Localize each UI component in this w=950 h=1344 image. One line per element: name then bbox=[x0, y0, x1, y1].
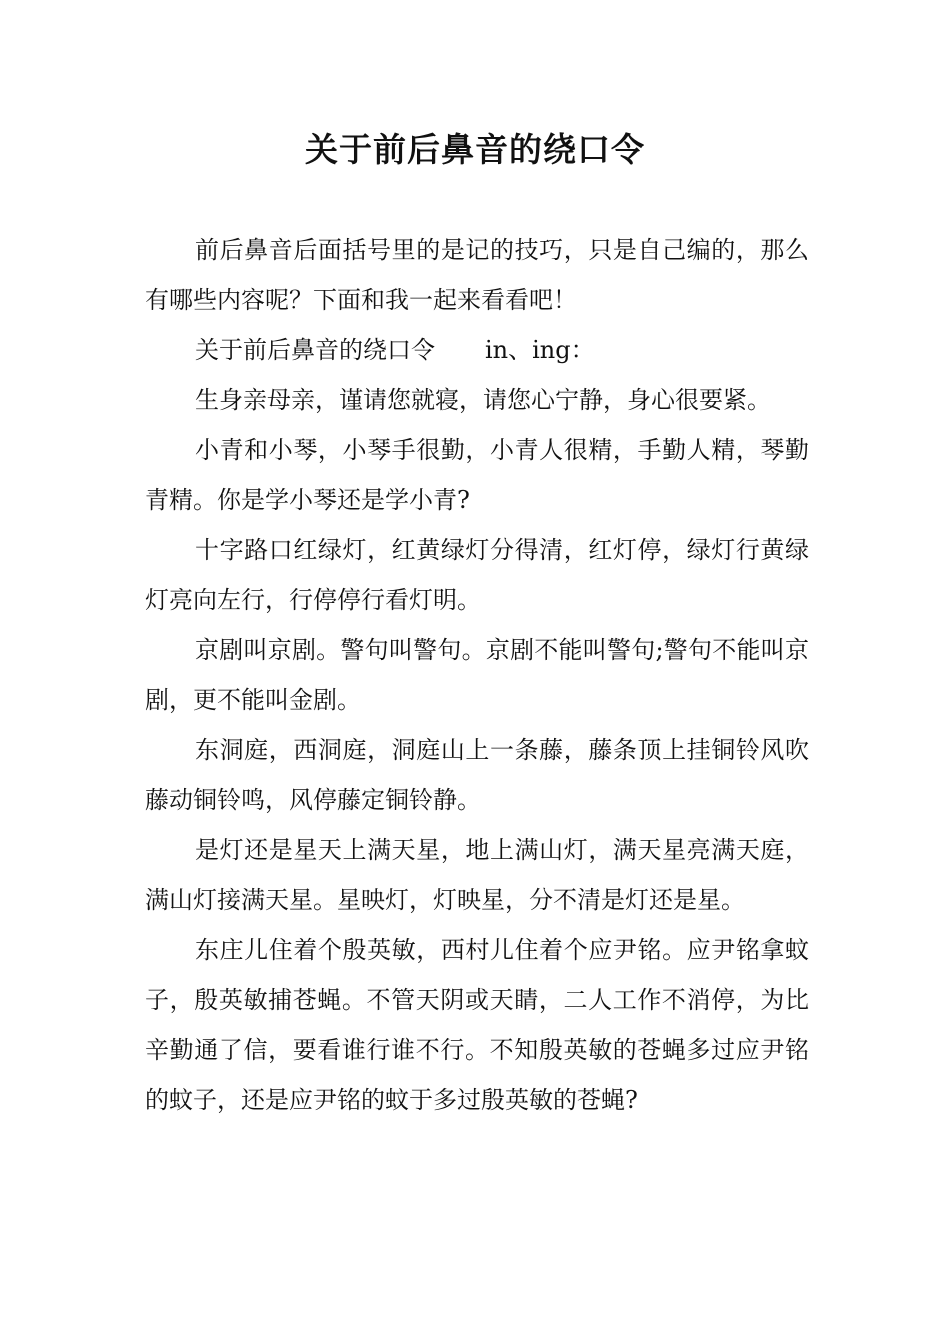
tongue-twister-paragraph: 是灯还是星天上满天星，地上满山灯，满天星亮满天庭，满山灯接满天星。星映灯，灯映星，分不清是灯还是星。 bbox=[145, 836, 809, 914]
section-heading-line bbox=[145, 325, 809, 375]
document-body bbox=[145, 225, 809, 1125]
tongue-twister-paragraph: 十字路口红绿灯，红黄绿灯分得清，红灯停，绿灯行黄绿灯亮向左行，行停停行看灯明。 bbox=[145, 536, 809, 614]
tongue-twister-paragraph: 东洞庭，西洞庭，洞庭山上一条藤，藤条顶上挂铜铃风吹藤动铜铃鸣，风停藤定铜铃静。 bbox=[145, 736, 809, 814]
section-tag: in、ing： bbox=[485, 336, 595, 364]
intro-paragraph: 前后鼻音后面括号里的是记的技巧，只是自己编的，那么有哪些内容呢？下面和我一起来看看吧！ bbox=[145, 236, 809, 314]
tongue-twister-paragraph: 东庄儿住着个殷英敏，西村儿住着个应尹铭。应尹铭拿蚊子，殷英敏捕苍蝇。不管天阴或天睛，二人工作不消停，为比辛勤通了信，要看谁行谁不行。不知殷英敏的苍蝇多过应尹铭的蚊子，还是应尹铭的蚊于多过殷英敏的苍蝇? bbox=[145, 936, 809, 1114]
document-title: 关于前后鼻音的绕口令 bbox=[305, 130, 645, 169]
section-heading: 关于前后鼻音的绕口令 bbox=[195, 336, 435, 364]
tongue-twister-paragraph: 京剧叫京剧。警句叫警句。京剧不能叫警句;警句不能叫京剧，更不能叫金剧。 bbox=[145, 636, 809, 714]
tongue-twister-paragraph: 小青和小琴，小琴手很勤，小青人很精，手勤人精，琴勤青精。你是学小琴还是学小青? bbox=[145, 436, 809, 514]
tongue-twister-paragraph: 生身亲母亲，谨请您就寝，请您心宁静，身心很要紧。 bbox=[195, 386, 771, 414]
